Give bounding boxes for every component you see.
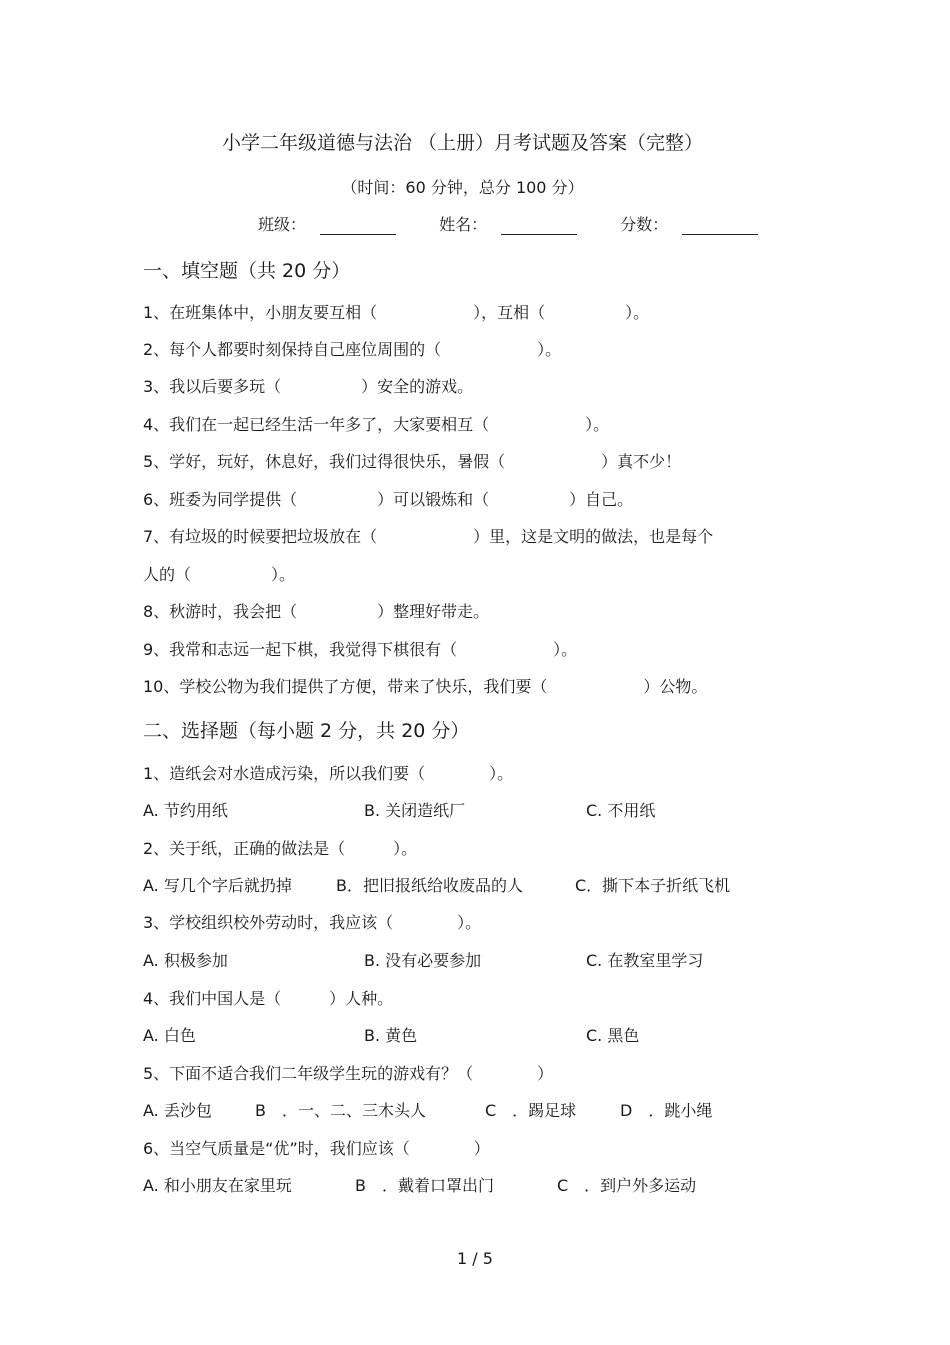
choice-option[interactable]: C. 黑色	[586, 1026, 640, 1045]
student-info-row	[258, 212, 796, 235]
choice-option[interactable]: A. 积极参加	[143, 951, 228, 970]
fill-question: 4、我们在一起已经生活一年多了，大家要相互（ ）。	[143, 415, 610, 434]
page-title: 小学二年级道德与法治 （上册）月考试题及答案（完整）	[221, 132, 704, 154]
choice-option[interactable]: B ．一、二、三木头人	[255, 1101, 426, 1120]
page-number: 1 / 5	[457, 1249, 493, 1268]
section-choice-heading: 二、选择题（每小题 2 分，共 20 分）	[143, 720, 470, 742]
choice-question: 6、当空气质量是“优”时，我们应该（ ）	[143, 1139, 490, 1158]
choice-option[interactable]: B ．戴着口罩出门	[355, 1176, 494, 1195]
choice-option[interactable]: C ．到户外多运动	[557, 1176, 697, 1195]
choice-option[interactable]: C ．踢足球	[485, 1101, 577, 1120]
class-blank[interactable]	[320, 214, 396, 235]
exam-time-score: （时间：60 分钟，总分 100 分）	[341, 178, 584, 197]
choice-option[interactable]: C．撕下本子折纸飞机	[575, 876, 731, 895]
choice-question: 2、关于纸，正确的做法是（ ）。	[143, 839, 418, 858]
section-fill-blank-heading: 一、填空题（共 20 分）	[143, 260, 351, 282]
choice-option[interactable]: C. 在教室里学习	[586, 951, 704, 970]
choice-question: 4、我们中国人是（ ）人种。	[143, 989, 394, 1008]
choice-question: 3、学校组织校外劳动时，我应该（ ）。	[143, 913, 482, 932]
choice-option[interactable]: B．把旧报纸给收废品的人	[336, 876, 523, 895]
name-label: 姓名：	[439, 215, 488, 234]
fill-question: 8、秋游时，我会把（ ）整理好带走。	[143, 602, 490, 621]
class-label: 班级：	[258, 215, 307, 234]
choice-option[interactable]: A. 和小朋友在家里玩	[143, 1176, 292, 1195]
fill-question: 1、在班集体中，小朋友要互相（ ），互相（ ）。	[143, 303, 650, 322]
fill-question: 6、班委为同学提供（ ）可以锻炼和（ ）自己。	[143, 490, 634, 509]
choice-question: 5、下面不适合我们二年级学生玩的游戏有？（ ）	[143, 1064, 554, 1083]
fill-question: 9、我常和志远一起下棋，我觉得下棋很有（ ）。	[143, 640, 578, 659]
fill-question: 10、学校公物为我们提供了方便，带来了快乐，我们要（ ）公物。	[143, 677, 708, 696]
choice-option[interactable]: A. 写几个字后就扔掉	[143, 876, 292, 895]
fill-question-continued: 人的（ ）。	[143, 565, 296, 584]
choice-option[interactable]: D ．跳小绳	[620, 1101, 713, 1120]
fill-question: 2、每个人都要时刻保持自己座位周围的（ ）。	[143, 340, 562, 359]
choice-option[interactable]: B. 关闭造纸厂	[364, 801, 466, 820]
name-field	[439, 212, 577, 235]
score-blank[interactable]	[682, 214, 758, 235]
score-label: 分数：	[620, 215, 669, 234]
choice-option[interactable]: B. 没有必要参加	[364, 951, 482, 970]
choice-option[interactable]: A. 白色	[143, 1026, 196, 1045]
choice-option[interactable]: B. 黄色	[364, 1026, 418, 1045]
score-field	[620, 212, 758, 235]
choice-question: 1、造纸会对水造成污染，所以我们要（ ）。	[143, 764, 514, 783]
fill-question: 5、学好，玩好，休息好，我们过得很快乐，暑假（ ）真不少！	[143, 452, 682, 471]
choice-option[interactable]: A. 节约用纸	[143, 801, 228, 820]
choice-option[interactable]: C. 不用纸	[586, 801, 656, 820]
fill-question: 3、我以后要多玩（ ）安全的游戏。	[143, 377, 474, 396]
fill-question: 7、有垃圾的时候要把垃圾放在（ ）里，这是文明的做法，也是每个	[143, 527, 714, 546]
choice-option[interactable]: A. 丢沙包	[143, 1101, 212, 1120]
name-blank[interactable]	[501, 214, 577, 235]
class-field	[258, 212, 396, 235]
